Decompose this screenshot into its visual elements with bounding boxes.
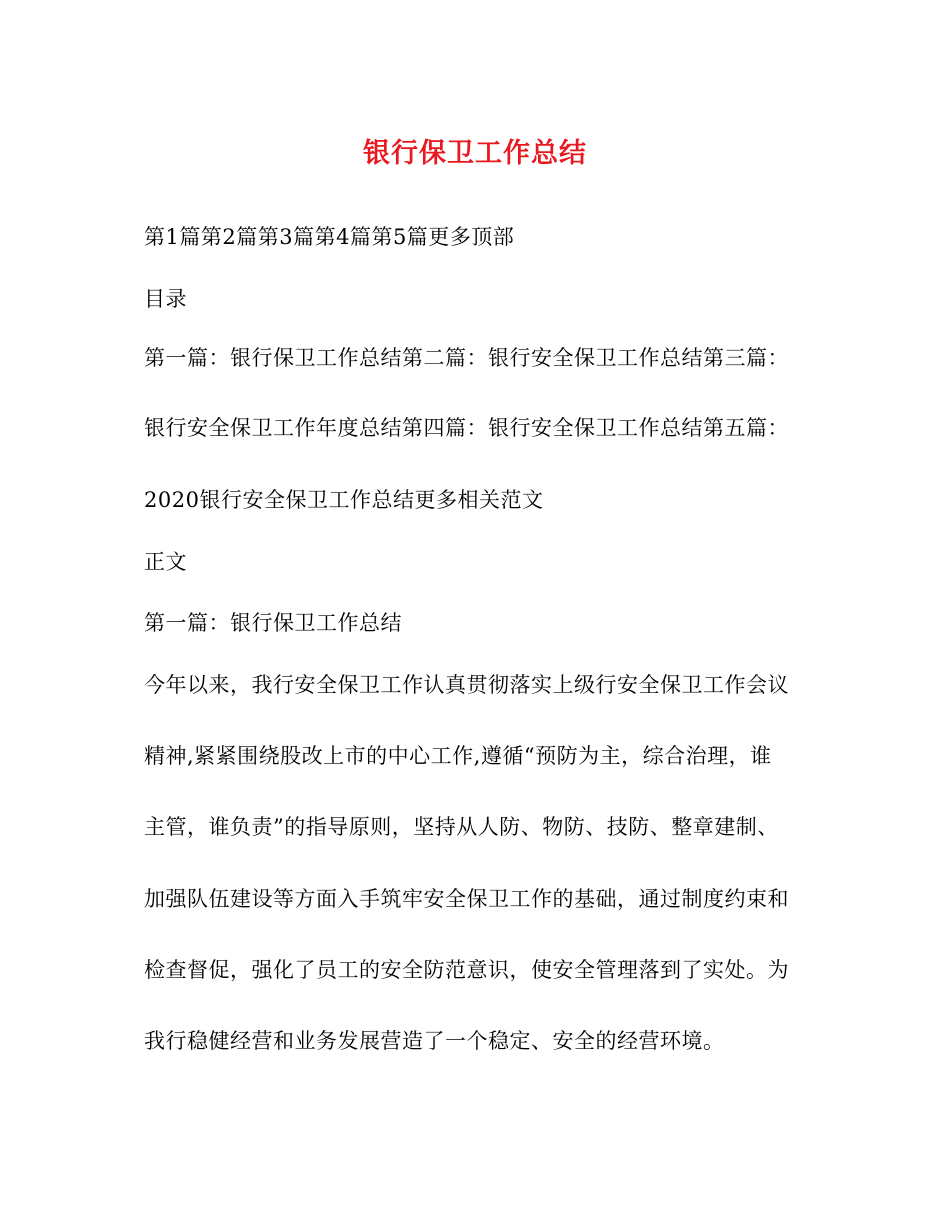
- toc-line: 第一篇：银行保卫工作总结第二篇：银行安全保卫工作总结第三篇：: [144, 346, 789, 370]
- body-heading: 正文: [144, 550, 187, 574]
- toc-line: 2020银行安全保卫工作总结更多相关范文: [144, 488, 544, 512]
- section-nav: 第1篇第2篇第3篇第4篇第5篇更多顶部: [144, 225, 515, 249]
- document-title: 银行保卫工作总结: [363, 138, 587, 169]
- paragraph-line: 检查督促，强化了员工的安全防范意识，使安全管理落到了实处。为: [144, 958, 789, 982]
- section-heading: 第一篇：银行保卫工作总结: [144, 611, 402, 635]
- paragraph-line: 我行稳健经营和业务发展营造了一个稳定、安全的经营环境。: [144, 1029, 725, 1053]
- paragraph-line: 今年以来，我行安全保卫工作认真贯彻落实上级行安全保卫工作会议: [144, 673, 789, 697]
- toc-line: 银行安全保卫工作年度总结第四篇：银行安全保卫工作总结第五篇：: [144, 416, 789, 440]
- toc-heading: 目录: [144, 287, 187, 311]
- paragraph-line: 加强队伍建设等方面入手筑牢安全保卫工作的基础，通过制度约束和: [144, 887, 789, 911]
- paragraph-line: 精神,紧紧围绕股改上市的中心工作,遵循“预防为主，综合治理，谁: [144, 744, 772, 768]
- paragraph-line: 主管，谁负责”的指导原则，坚持从人防、物防、技防、整章建制、: [144, 815, 779, 839]
